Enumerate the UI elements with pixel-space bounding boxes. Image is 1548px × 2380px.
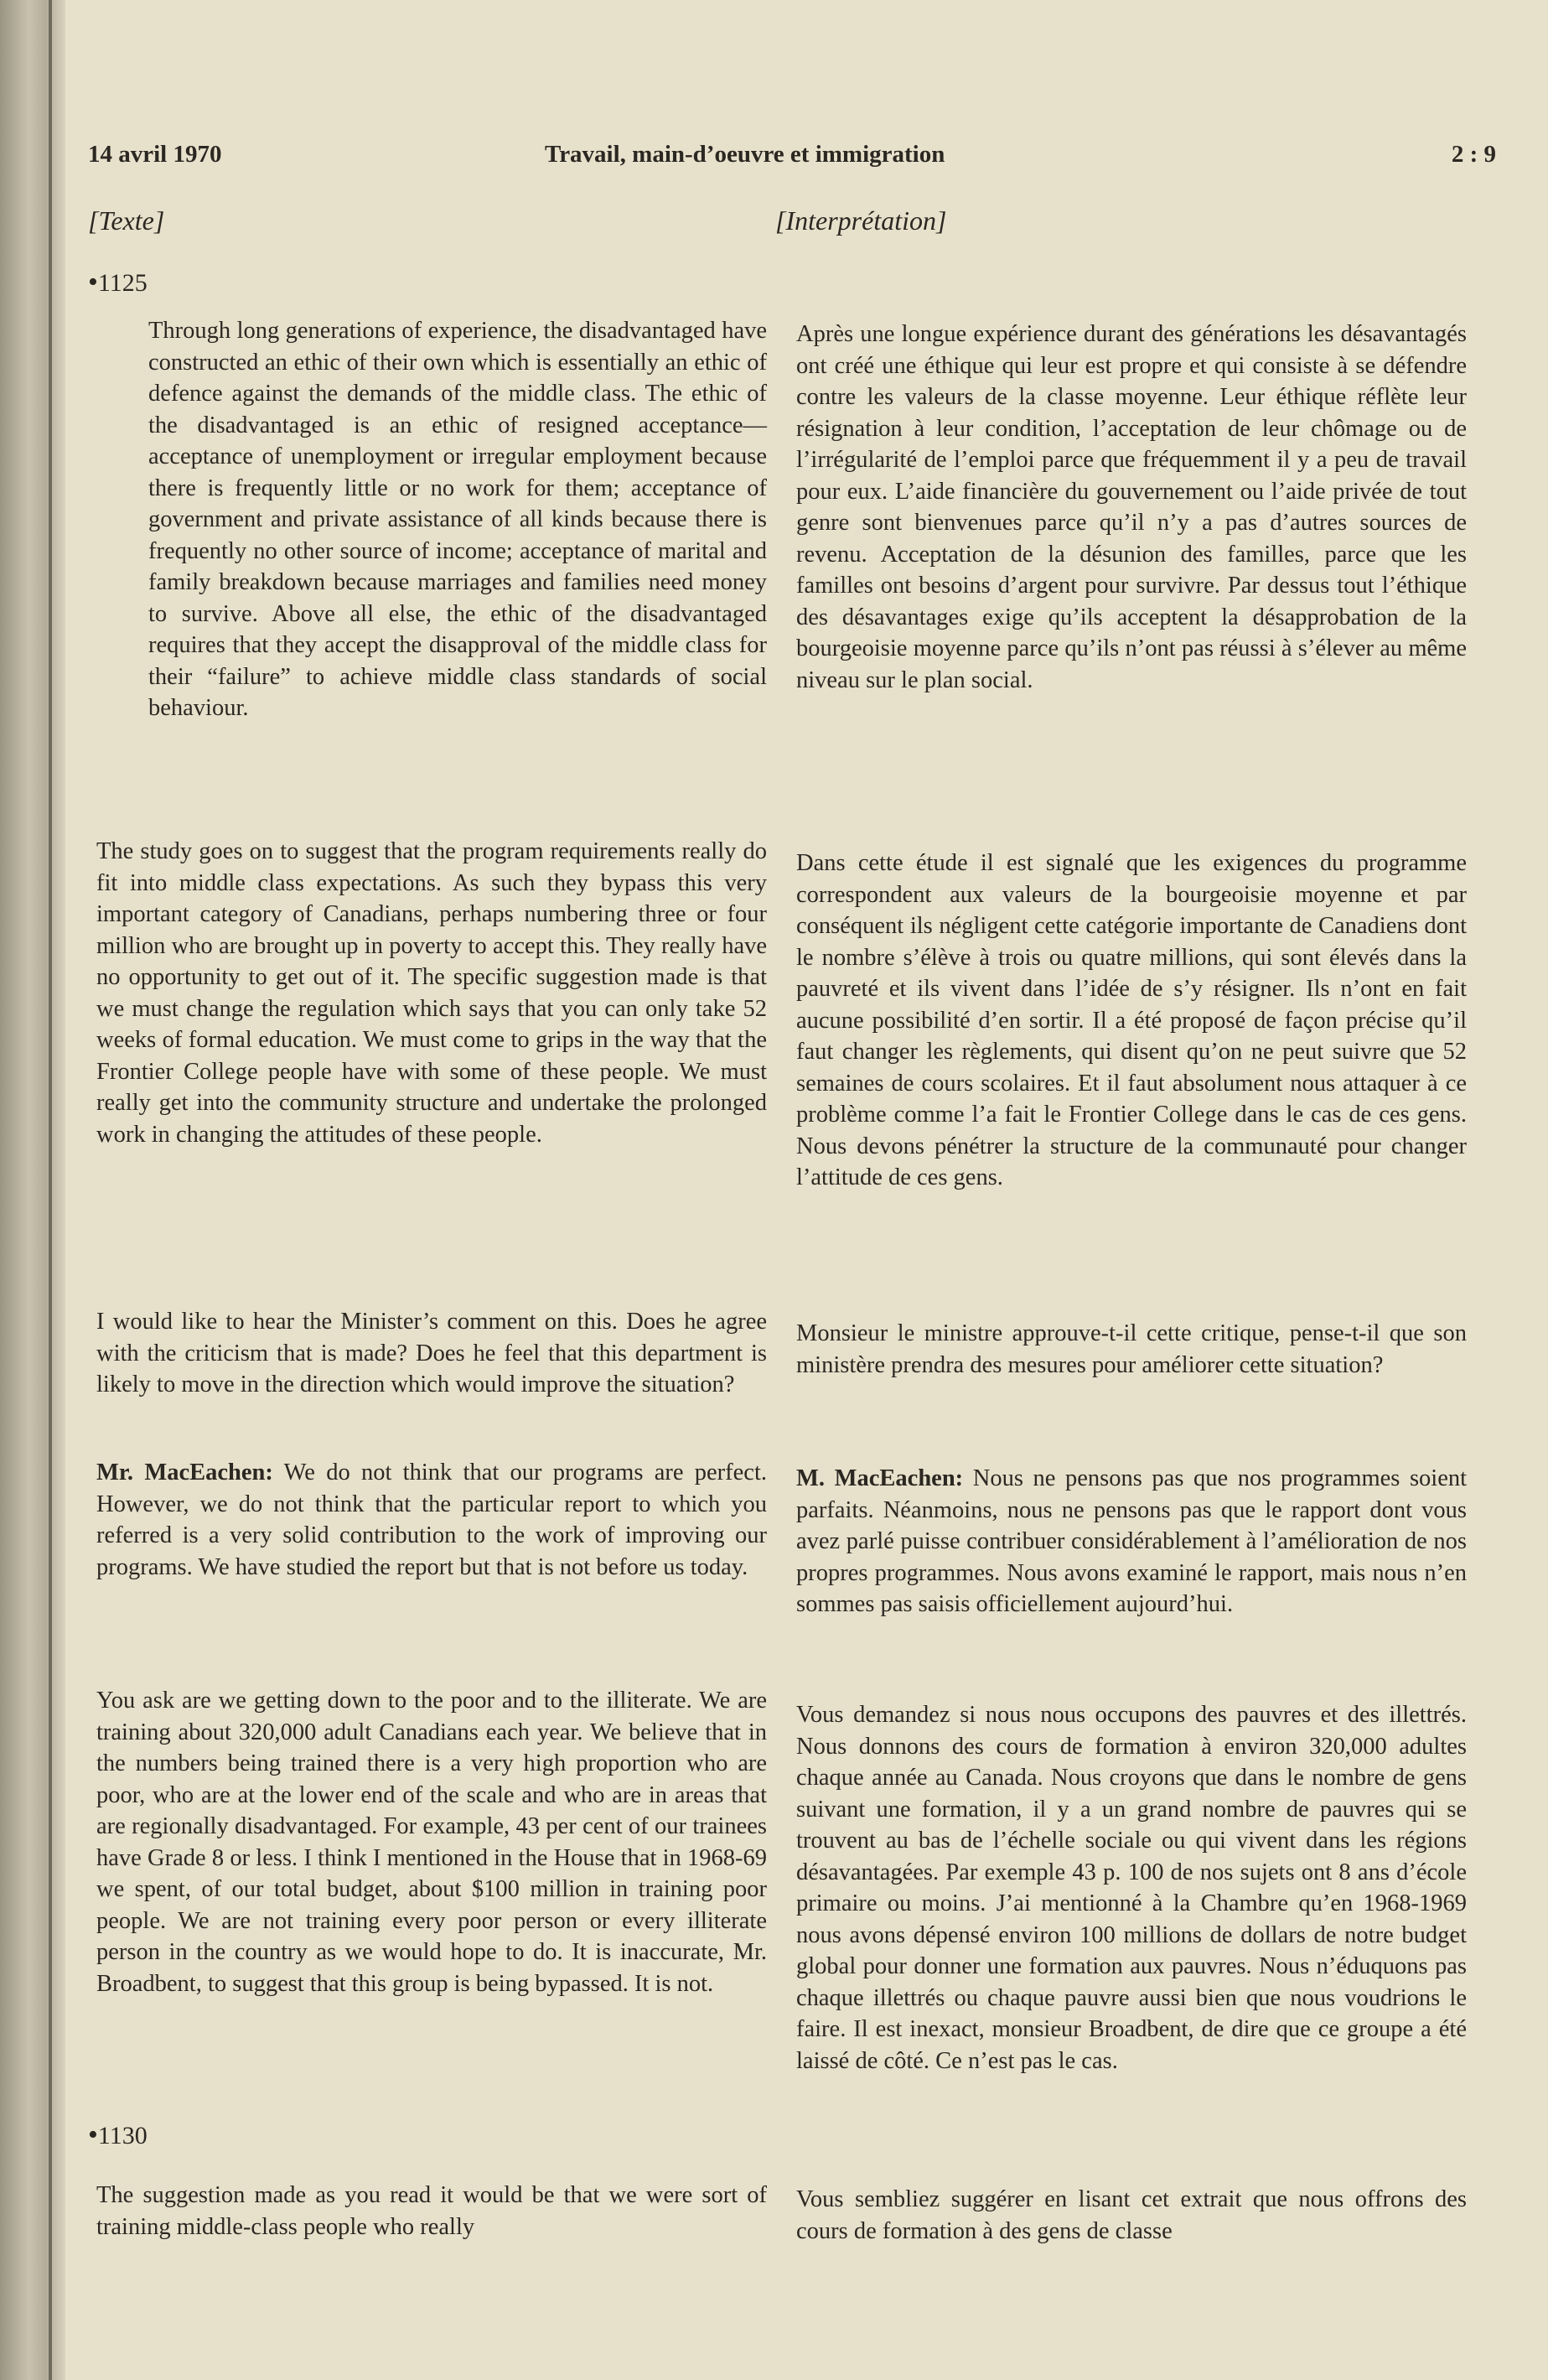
- header-date: 14 avril 1970: [88, 141, 222, 168]
- speaker-name: M. MacEachen:: [796, 1465, 964, 1491]
- time-marker-label: 1125: [97, 269, 148, 297]
- right-column-label: [Interprétation]: [775, 205, 947, 236]
- speaker-name: Mr. MacEachen:: [96, 1460, 273, 1486]
- paragraph: I would like to hear the Minister’s comment on this. Does he agree with the criticism that is made? Does he feel that this department is likely to move in the direction which would improve the situation?: [96, 1309, 767, 1397]
- paragraph: The suggestion made as you read it would be that we were sort of training middle-class people who really: [96, 2182, 767, 2240]
- paragraph: Vous sembliez suggérer en lisant cet extrait que nous offrons des cours de formation à des gens de classe: [796, 2186, 1467, 2244]
- header-title: Travail, main-d’oeuvre et immigration: [545, 141, 945, 168]
- speech-text: We do not think that our programs are perfect. However, we do not think that the particular report to which you referred is a very solid contribution to the work of improving our programs. We have studied the report but that is not before us today.: [96, 1460, 767, 1580]
- paragraph: The study goes on to suggest that the program requirements really do fit into middle class expectations. As such they bypass this very important category of Canadians, perhaps numbering three or four million who are brought up in poverty to accept this. They really have no opportunity to get out of it. The specific suggestion made is that we must change the regulation which says that you can only take 52 weeks of formal education. We must come to grips in the way that the Frontier College people have with some of these people. We must really get into the community structure and undertake the prolonged work in changing the attitudes of these people.: [96, 838, 767, 1148]
- time-marker-1130: [88, 2119, 148, 2151]
- paragraph: [796, 1463, 1467, 1620]
- speech-text: Nous ne pensons pas que nos programmes soient parfaits. Néanmoins, nous ne pensons pas que le rapport dont vous avez parlé puisse contribuer considérablement à l’amélioration de nos propres programmes. Nous avons examiné le rapport, mais nous n’en sommes pas saisis officiellement aujourd’hui.: [796, 1465, 1468, 1617]
- header-page-number: 2 : 9: [1451, 141, 1496, 168]
- binding-edge: [49, 0, 52, 2380]
- page-header: [88, 141, 1496, 174]
- paragraph: You ask are we getting down to the poor and to the illiterate. We are training about 320,000 adult Canadians each year. We believe that in the numbers being trained there is a very high proportion who are poor, who are at the lower end of the scale and who are in areas that are regionally disadvantaged. For example, 43 per cent of our trainees have Grade 8 or less. I think I mentioned in the House that in 1968-69 we spent, of our total budget, about $100 million in training poor people. We are not training every poor person or every illiterate person in the country as we would hope to do. It is inaccurate, Mr. Broadbent, to suggest that this group is being bypassed. It is not.: [96, 1688, 767, 1997]
- document-page: [88, 0, 1496, 2380]
- paragraph: Après une longue expérience durant des générations les désavantagés ont créé une éthique qui leur est propre et qui consiste à se défendre contre les valeurs de la classe moyenne. Leur éthique réflète leur résignation à leur condition, l’acceptation de leur chômage ou de l’irrégularité de l’emploi parce que fréquemment il y a peu de travail pour eux. L’aide financière du gouvernement ou l’aide privée de tout genre sont bienvenues parce qu’il n’y a pas d’autres sources de revenu. Acceptation de la désunion des familles, parce que les familles ont besoins d’argent pour survivre. Par dessus tout l’éthique des désavantages exige qu’ils acceptent la désapprobation de la bourgeoisie moyenne parce qu’ils n’ont pas réussi à s’élever au même niveau sur le plan social.: [796, 321, 1467, 693]
- quoted-passage: Through long generations of experience, the disadvantaged have constructed an ethic of their own which is essentially an ethic of defence against the demands of the middle class. The ethic of the disadvantaged is an ethic of resigned acceptance—acceptance of unemployment or irregular employment because there is frequently little or no work for them; acceptance of government and private assistance of all kinds because there is frequently no other source of income; acceptance of marital and family breakdown because marriages and families need money to survive. Above all else, the ethic of the disadvantaged requires that they accept the disapproval of the middle class for their “failure” to achieve middle class standards of social behaviour.: [148, 318, 767, 721]
- paragraph: Vous demandez si nous nous occupons des pauvres et des illettrés. Nous donnons des cours de formation à environ 320,000 adultes chaque année au Canada. Nous croyons que dans le nombre de gens suivant une formation, il y a un grand nombre de pauvres qui se trouvent au bas de l’échelle sociale ou qui vivent dans les régions désavantagées. Par exemple 43 p. 100 de nos sujets ont 8 ans d’école primaire ou moins. J’ai mentionné à la Chambre qu’en 1968-1969 nous avons dépensé environ 100 millions de dollars de notre budget global pour donner une formation aux pauvres. Nous n’éduquons pas chaque illettrés ou chaque pauvre aussi bien que nous voudrions le faire. Il est inexact, monsieur Broadbent, de dire que ce groupe a été laissé de côté. Ce n’est pas le cas.: [796, 1702, 1467, 2074]
- paragraph: Monsieur le ministre approuve-t-il cette critique, pense-t-il que son ministère prendra des mesures pour améliorer cette situation?: [796, 1320, 1467, 1378]
- time-marker-1125: [88, 267, 148, 298]
- paragraph: Dans cette étude il est signalé que les exigences du programme correspondent aux valeurs de la bourgeoisie moyenne et par conséquent ils négligent cette catégorie importante de Canadiens dont le nombre s’élève à trois ou quatre millions, qui sont élevés dans la pauvreté et ils vivent dans l’idée de s’y résigner. Ils n’ont en fait aucune possibilité d’en sortir. Il a été proposé de façon précise qu’il faut changer les règlements, qui disent qu’on ne peut suivre que 52 semaines de cours scolaires. Et il faut absolument nous attaquer à ce problème comme l’a fait le Frontier College dans le cas de ces gens. Nous devons pénétrer la structure de la communauté pour changer l’attitude de ces gens.: [796, 850, 1467, 1190]
- bullet-icon: •: [88, 267, 98, 298]
- time-marker-label: 1130: [97, 2122, 148, 2149]
- book-gutter: [0, 0, 65, 2380]
- bullet-icon: •: [88, 2119, 98, 2150]
- paragraph: [96, 1457, 767, 1583]
- left-column-label: [Texte]: [88, 205, 165, 236]
